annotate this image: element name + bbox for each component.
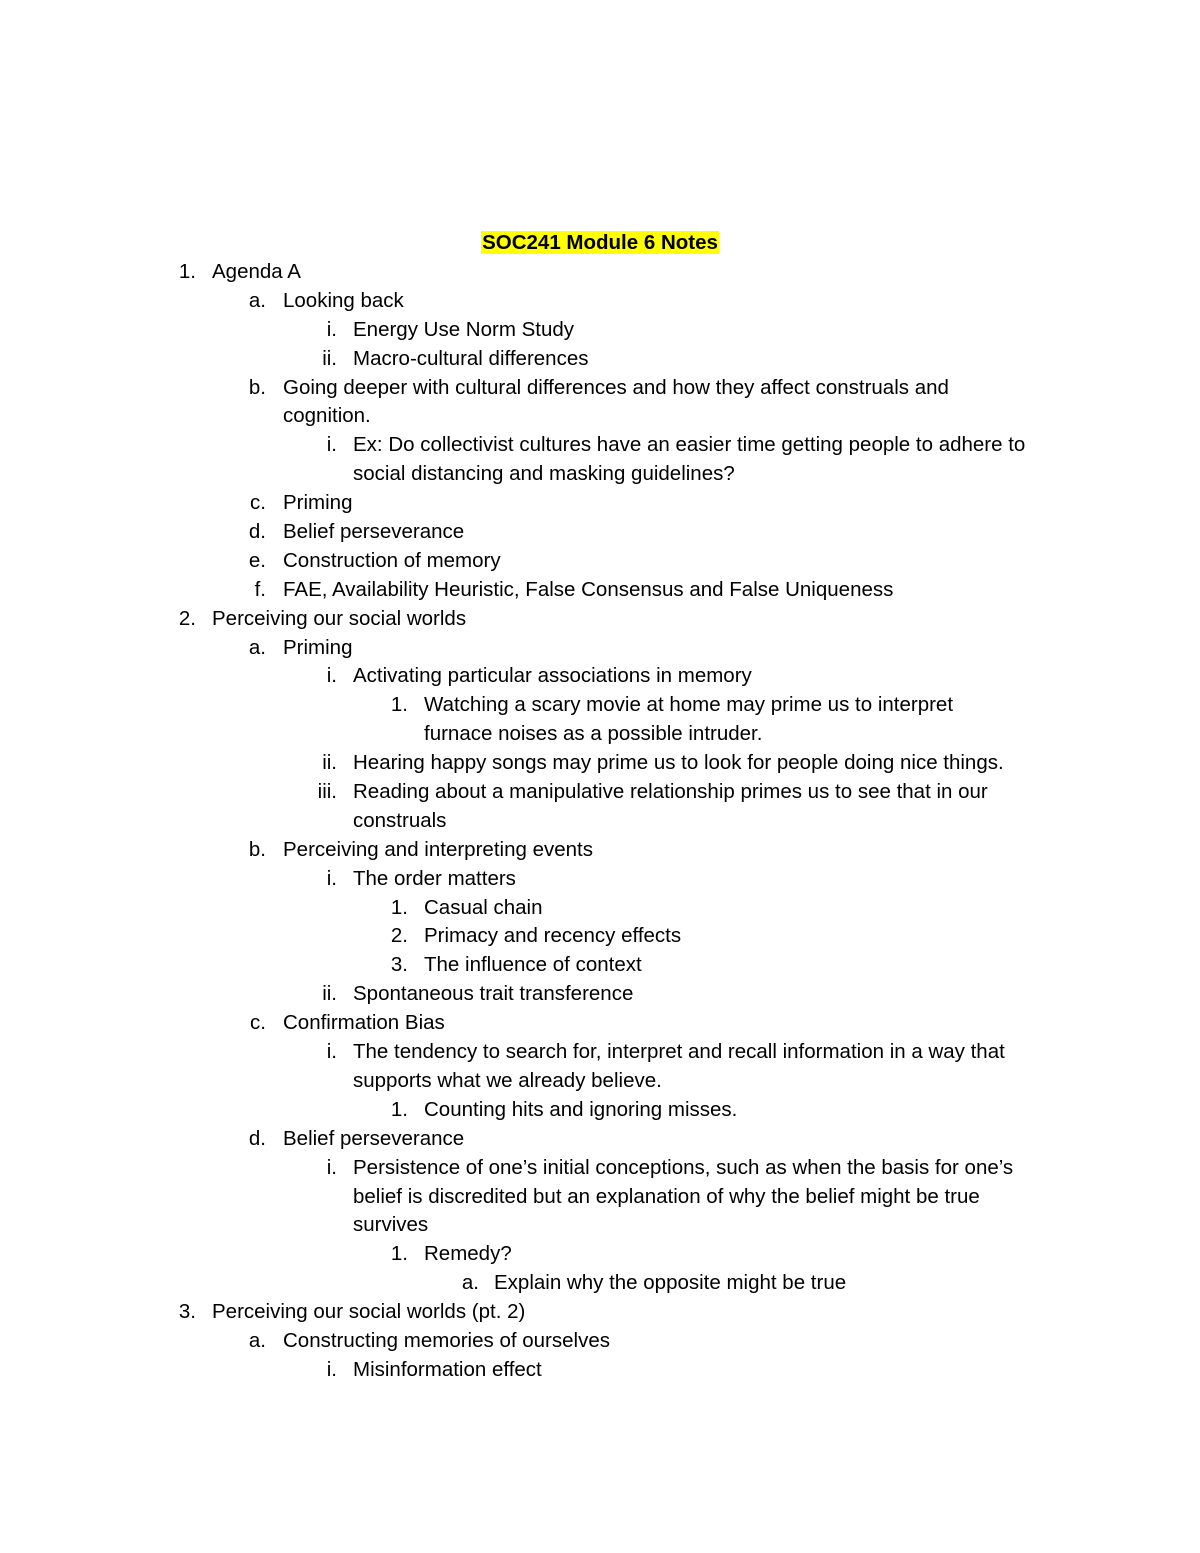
outline-line: [0, 922, 1200, 951]
list-item-text: construals: [353, 808, 447, 832]
outline-line: [0, 1298, 1200, 1327]
list-item-text: belief is discredited but an explanation of why the belief might be true: [353, 1184, 980, 1208]
outline-line: [0, 720, 1200, 749]
list-item-text: Persistence of one’s initial conceptions, such as when the basis for one’s: [353, 1155, 1014, 1179]
list-item-text: The tendency to search for, interpret and recall information in a way that: [353, 1040, 1005, 1064]
outline-line: [0, 287, 1200, 316]
list-item-text: Misinformation effect: [353, 1357, 542, 1381]
outline-line: [0, 1327, 1200, 1356]
list-item-text: Energy Use Norm Study: [353, 317, 575, 341]
list-marker: b.: [248, 375, 266, 399]
list-item-text: supports what we already believe.: [353, 1068, 662, 1092]
list-item-text: Perceiving our social worlds (pt. 2): [212, 1300, 526, 1324]
list-item-text: Remedy?: [424, 1242, 512, 1266]
outline-line: [0, 749, 1200, 778]
list-marker: i.: [326, 1040, 337, 1064]
outline-line: [0, 431, 1200, 460]
outline-line: [0, 894, 1200, 923]
list-marker: a.: [248, 1328, 266, 1352]
outline-line: [0, 1009, 1200, 1038]
list-marker: i.: [326, 1155, 337, 1179]
list-item-text: Primacy and recency effects: [424, 924, 682, 948]
outline-line: [0, 1183, 1200, 1212]
outline-line: [0, 951, 1200, 980]
list-item-text: Perceiving our social worlds: [212, 606, 467, 630]
list-marker: 3.: [178, 1300, 196, 1324]
list-item-text: furnace noises as a possible intruder.: [424, 722, 763, 746]
list-item-text: Explain why the opposite might be true: [494, 1271, 847, 1295]
document-title: SOC241 Module 6 Notes: [482, 231, 718, 254]
list-marker: d.: [248, 520, 266, 544]
list-item-text: FAE, Availability Heuristic, False Consensus and False Uniqueness: [283, 577, 894, 601]
outline-line: [0, 778, 1200, 807]
outline-line: [0, 460, 1200, 489]
outline-line: [0, 489, 1200, 518]
outline-list: [0, 258, 1200, 1385]
list-item-text: The influence of context: [424, 953, 642, 977]
list-item-text: Perceiving and interpreting events: [283, 837, 593, 861]
outline-line: [0, 807, 1200, 836]
outline-line: [0, 547, 1200, 576]
outline-line: [0, 1096, 1200, 1125]
list-item-text: Counting hits and ignoring misses.: [424, 1097, 738, 1121]
list-marker: i.: [326, 1357, 337, 1381]
list-marker: a.: [248, 288, 266, 312]
list-marker: 1.: [390, 693, 408, 717]
list-item-text: Looking back: [283, 288, 404, 312]
list-marker: 1.: [390, 1097, 408, 1121]
outline-line: [0, 980, 1200, 1009]
list-marker: ii.: [322, 751, 337, 775]
outline-line: [0, 402, 1200, 431]
list-marker: iii.: [317, 780, 337, 804]
list-item-text: Priming: [283, 491, 353, 515]
list-item-text: The order matters: [353, 866, 516, 890]
list-marker: i.: [326, 866, 337, 890]
outline-line: [0, 1125, 1200, 1154]
outline-line: [0, 518, 1200, 547]
list-marker: ii.: [322, 346, 337, 370]
list-marker: f.: [254, 577, 266, 601]
list-marker: 3.: [390, 953, 408, 977]
list-marker: a.: [461, 1271, 479, 1295]
list-marker: 1.: [390, 895, 408, 919]
outline-line: [0, 662, 1200, 691]
list-marker: ii.: [322, 982, 337, 1006]
list-item-text: Construction of memory: [283, 548, 501, 572]
list-item-text: Spontaneous trait transference: [353, 982, 634, 1006]
list-item-text: Watching a scary movie at home may prime us to interpret: [424, 693, 954, 717]
outline-line: [0, 1067, 1200, 1096]
list-marker: d.: [248, 1126, 266, 1150]
list-marker: e.: [248, 548, 266, 572]
outline-line: [0, 1211, 1200, 1240]
list-item-text: Macro-cultural differences: [353, 346, 589, 370]
list-item-text: Constructing memories of ourselves: [283, 1328, 610, 1352]
outline-line: [0, 1240, 1200, 1269]
list-marker: 1.: [178, 260, 196, 283]
list-item-text: Ex: Do collectivist cultures have an easier time getting people to adhere to: [353, 433, 1026, 457]
outline-line: [0, 1356, 1200, 1385]
list-item-text: Belief perseverance: [283, 1126, 465, 1150]
list-marker: i.: [326, 433, 337, 457]
list-marker: i.: [326, 664, 337, 688]
list-item-text: social distancing and masking guidelines?: [353, 462, 735, 486]
outline-line: [0, 316, 1200, 345]
outline-line: [0, 605, 1200, 634]
list-marker: c.: [250, 491, 266, 515]
list-marker: 2.: [390, 924, 408, 948]
list-item-text: Reading about a manipulative relationship primes us to see that in our: [353, 780, 988, 804]
list-marker: i.: [326, 317, 337, 341]
outline-line: [0, 345, 1200, 374]
list-item-text: Agenda A: [212, 260, 301, 283]
title-row: [0, 229, 1200, 257]
outline-line: [0, 865, 1200, 894]
list-item-text: Activating particular associations in memory: [353, 664, 752, 688]
list-item-text: Going deeper with cultural differences and how they affect construals and: [283, 375, 949, 399]
list-marker: 2.: [178, 606, 196, 630]
list-marker: c.: [250, 1011, 266, 1035]
list-item-text: survives: [353, 1213, 429, 1237]
list-item-text: Belief perseverance: [283, 520, 465, 544]
list-item-text: Casual chain: [424, 895, 543, 919]
outline-line: [0, 1154, 1200, 1183]
list-item-text: Confirmation Bias: [283, 1011, 445, 1035]
outline-line: [0, 258, 1200, 287]
list-item-text: Priming: [283, 635, 353, 659]
outline-line: [0, 1269, 1200, 1298]
list-marker: b.: [248, 837, 266, 861]
list-marker: 1.: [390, 1242, 408, 1266]
outline-line: [0, 691, 1200, 720]
list-item-text: cognition.: [283, 404, 371, 428]
outline-line: [0, 374, 1200, 403]
outline-line: [0, 634, 1200, 663]
outline-line: [0, 1038, 1200, 1067]
list-item-text: Hearing happy songs may prime us to look for people doing nice things.: [353, 751, 1004, 775]
outline-line: [0, 836, 1200, 865]
list-marker: a.: [248, 635, 266, 659]
outline-line: [0, 576, 1200, 605]
